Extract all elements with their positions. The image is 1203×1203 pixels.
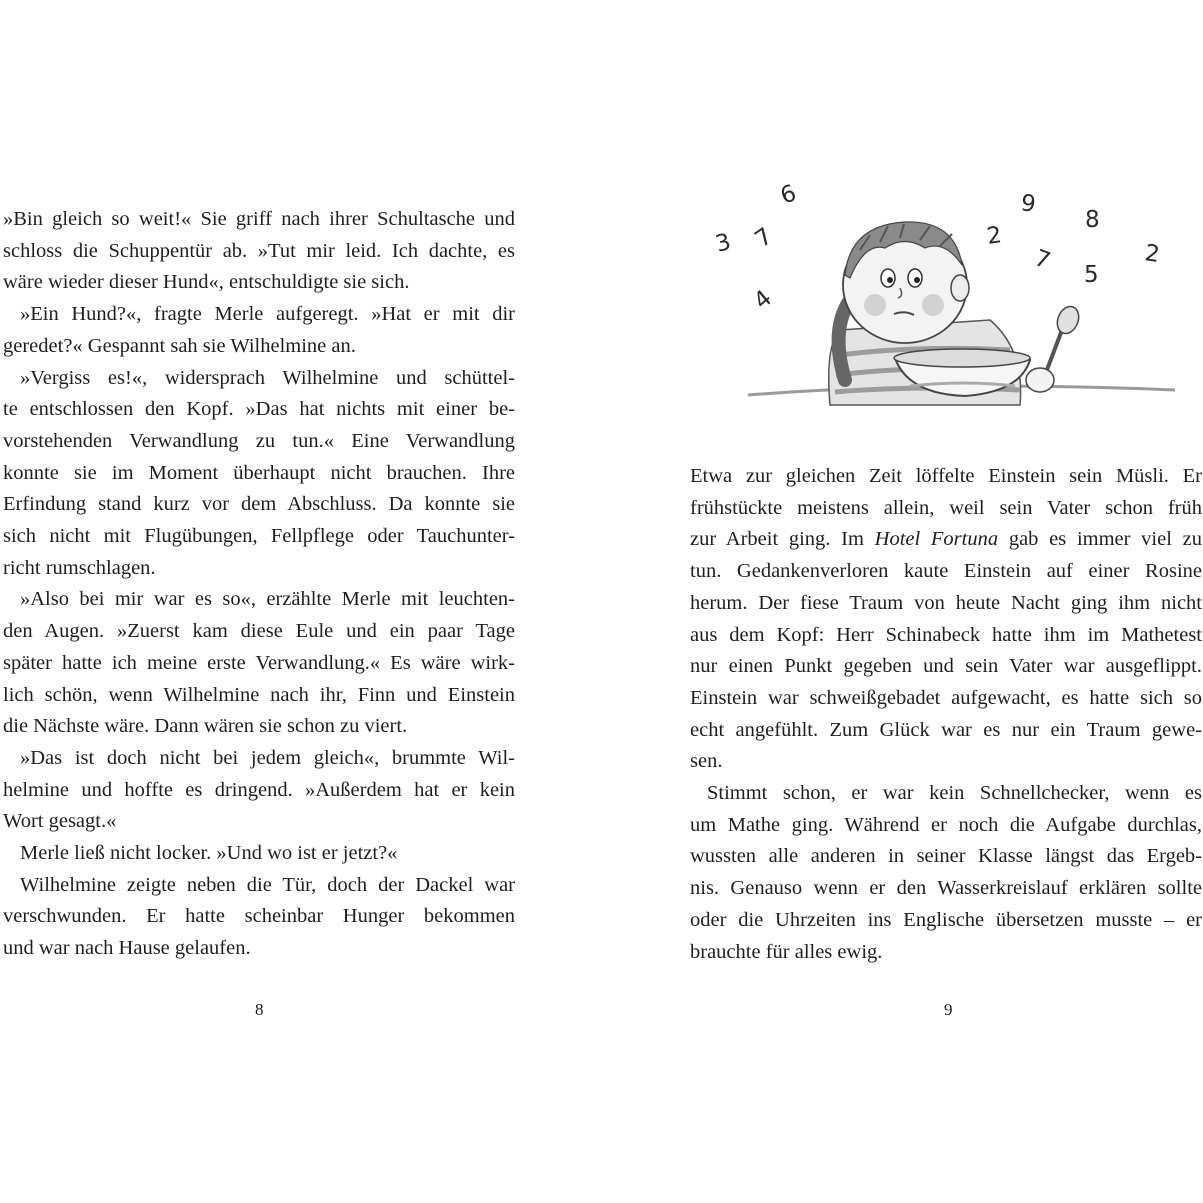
text-line: Etwa zur gleichen Zeit löffelte Einstein sein Müsli. Er (690, 465, 1202, 487)
digit: 3 (712, 228, 734, 258)
boy-eating-cereal-illustration (690, 180, 1203, 420)
text-line: sen. (690, 750, 723, 773)
text-line: herum. Der fiese Traum von heute Nacht ging ihm nicht (690, 591, 1202, 614)
text-line: nis. Genauso wenn er den Wasserkreislauf erklären sollte (690, 877, 1202, 900)
text-line: wäre wieder dieser Hund«, entschuldigte sie sich. (3, 271, 410, 294)
text-fragment: gab es immer viel zu (998, 528, 1202, 551)
digit: 9 (1019, 190, 1038, 218)
text-line: aus dem Kopf: Herr Schinabeck hatte ihm im Mathetest (690, 623, 1202, 646)
text-line: schloss die Schuppentür ab. »Tut mir leid. Ich dachte, es (3, 239, 515, 262)
text-line: den Augen. »Zuerst kam diese Eule und ein paar Tage (3, 620, 515, 643)
text-line: Merle ließ nicht locker. »Und wo ist er jetzt?« (20, 842, 398, 865)
text-line: brauchte für alles ewig. (690, 940, 883, 963)
text-line: wussten alle anderen in seiner Klasse längst das Ergeb- (690, 845, 1202, 868)
digit: 2 (985, 222, 1004, 250)
text-line: oder die Uhrzeiten ins Englische übersetzen musste – er (690, 908, 1202, 931)
text-line (690, 524, 1202, 556)
text-fragment: zur Arbeit ging. Im (690, 528, 875, 551)
text-line: »Ein Hund?«, fragte Merle aufgeregt. »Hat er mit dir (20, 303, 515, 326)
digit: 7 (1030, 245, 1054, 275)
text-line: konnte sie im Moment überhaupt nicht brauchen. Ihre (3, 461, 515, 484)
text-line: echt angefühlt. Zum Glück war es nur ein Traum gewe- (690, 718, 1202, 741)
text-line: tun. Gedankenverloren kaute Einstein auf einer Rosine (690, 560, 1202, 583)
text-line: »Also bei mir war es so«, erzählte Merle mit leuchten- (20, 588, 515, 611)
hotel-name: Hotel Fortuna (874, 528, 999, 551)
text-line: richt rumschlagen. (3, 556, 156, 579)
text-line: um Mathe ging. Während er noch die Aufgabe durchlas, (690, 813, 1202, 836)
text-line: Einstein war schweißgebadet aufgewacht, es hatte sich so (690, 686, 1202, 709)
digit: 8 (1085, 207, 1100, 233)
text-line: Wilhelmine zeigte neben die Tür, doch der Dackel war (20, 873, 515, 896)
text-line: verschwunden. Er hatte scheinbar Hunger bekommen (3, 905, 515, 928)
text-line: die Nächste wäre. Dann wären sie schon zu viert. (3, 715, 408, 738)
text-line: »Das ist doch nicht bei jedem gleich«, brummte Wil- (20, 746, 515, 769)
text-line: und war nach Hause gelaufen. (3, 937, 251, 960)
digit: 7 (750, 223, 778, 253)
text-line: später hatte ich meine erste Verwandlung.« Es wäre wirk- (3, 651, 515, 674)
text-line: Wort gesagt.« (3, 810, 117, 833)
page-number: 8 (255, 1000, 264, 1019)
digit: 5 (1084, 262, 1099, 288)
right-page-text (690, 461, 1202, 968)
text-line: Erfindung stand kurz vor dem Abschluss. Da konnte sie (3, 493, 515, 516)
text-line: Stimmt schon, er war kein Schnellchecker, wenn es (707, 782, 1202, 805)
page-number: 9 (944, 1000, 953, 1019)
digit: 4 (749, 285, 778, 315)
digit: 2 (1143, 240, 1162, 268)
text-line: helmine und hoffte es dringend. »Außerdem hat er kein (3, 778, 515, 801)
text-line: vorstehenden Verwandlung zu tun.« Eine Verwandlung (3, 429, 515, 452)
text-line: lich schön, wenn Wilhelmine nach ihr, Finn und Einstein (3, 683, 515, 706)
text-line: geredet?« Gespannt sah sie Wilhelmine an. (3, 334, 356, 357)
text-line: frühstückte meistens allein, weil sein Vater schon früh (690, 496, 1202, 519)
left-page-text (3, 204, 515, 965)
text-line: »Vergiss es!«, widersprach Wilhelmine und schüttel- (20, 366, 515, 389)
text-line: »Bin gleich so weit!« Sie griff nach ihrer Schultasche und (3, 208, 515, 230)
text-line: te entschlossen den Kopf. »Das hat nichts mit einer be- (3, 398, 515, 421)
text-line: nur einen Punkt gegeben und sein Vater war ausgeflippt. (690, 655, 1202, 678)
text-line: sich nicht mit Flugübungen, Fellpflege oder Tauchunter- (3, 525, 515, 548)
digit: 6 (777, 180, 800, 210)
